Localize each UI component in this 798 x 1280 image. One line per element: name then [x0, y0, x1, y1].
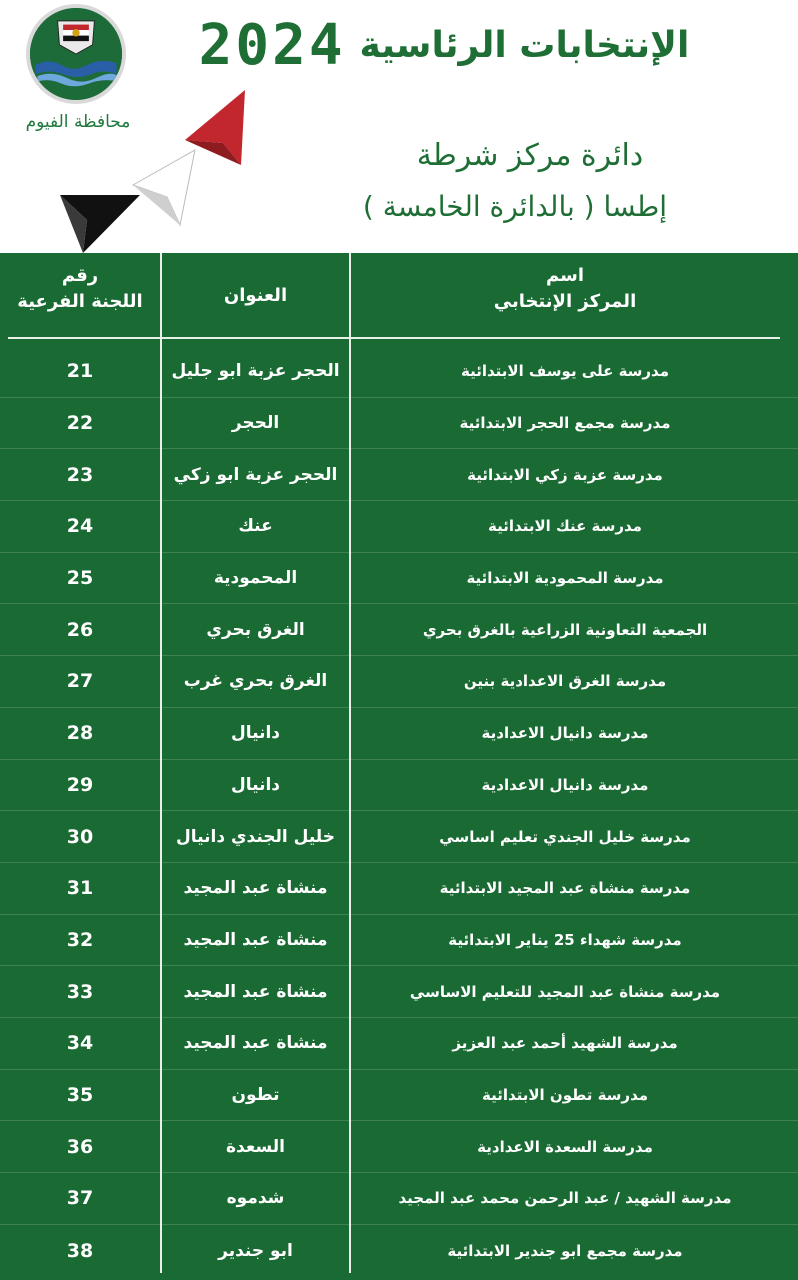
- center-name: مدرسة الشهيد أحمد عبد العزيز: [452, 1034, 678, 1053]
- center-name: مدرسة منشاة عبد المجيد الابتدائية: [439, 879, 691, 898]
- table-row: [0, 1121, 798, 1173]
- header-committee-number-line2: اللجنة الفرعية: [17, 291, 143, 313]
- header-address: العنوان: [223, 285, 288, 306]
- table-row: [0, 501, 798, 553]
- committee-number: 25: [66, 567, 94, 590]
- header-center-name-line2: المركز الإنتخابي: [493, 291, 637, 313]
- committee-number: 34: [66, 1032, 94, 1055]
- committee-number: 28: [66, 722, 94, 745]
- committee-number: 24: [66, 515, 94, 538]
- table-row: [0, 1173, 798, 1225]
- address: الغرق بحري: [206, 619, 305, 640]
- committee-number: 35: [66, 1083, 94, 1106]
- center-name: مدرسة خليل الجندي تعليم اساسي: [439, 827, 691, 846]
- table-row: [0, 346, 798, 398]
- flag-arrows-icon: [55, 85, 255, 255]
- header-divider: [8, 337, 780, 339]
- address: الحجر عزبة ابو جليل: [171, 361, 340, 382]
- address: خليل الجندي دانيال: [176, 826, 335, 847]
- address: دانيال: [231, 723, 281, 744]
- committee-number: 32: [66, 928, 94, 951]
- address: السعدة: [226, 1136, 285, 1157]
- address: الغرق بحري غرب: [183, 671, 328, 692]
- main-title: [184, 14, 704, 76]
- committee-number: 38: [66, 1239, 94, 1262]
- address: منشاة عبد المجيد: [183, 878, 328, 899]
- center-name: مدرسة الغرق الاعدادية بنين: [463, 672, 667, 691]
- center-name: مدرسة السعدة الاعدادية: [477, 1137, 653, 1156]
- committee-number: 21: [66, 360, 94, 383]
- center-name: مدرسة مجمع ابو جندير الابتدائية: [447, 1241, 683, 1260]
- table-row: [0, 966, 798, 1018]
- committee-number: 22: [66, 412, 94, 435]
- committee-number: 37: [66, 1187, 94, 1210]
- district-line-1: دائرة مركز شرطة: [416, 138, 644, 173]
- table-row: [0, 760, 798, 812]
- address: المحمودية: [213, 568, 298, 589]
- address: عنك: [238, 516, 273, 537]
- center-name: مدرسة الشهيد / عبد الرحمن محمد عبد المجيد: [398, 1189, 732, 1208]
- table-row: [0, 553, 798, 605]
- election-title: الإنتخابات الرئاسية: [359, 24, 690, 66]
- address: شدموه: [226, 1188, 285, 1209]
- table-row: [0, 1070, 798, 1122]
- header-committee-number-line1: رقم: [61, 265, 99, 286]
- table-row: [0, 811, 798, 863]
- table-row: [0, 1225, 798, 1277]
- governorate-name: محافظة الفيوم: [25, 112, 131, 132]
- center-name: الجمعية التعاونية الزراعية بالغرق بحري: [422, 620, 708, 639]
- center-name: مدرسة دانيال الاعدادية: [481, 724, 649, 743]
- address: منشاة عبد المجيد: [183, 929, 328, 950]
- header-committee-number: [0, 263, 160, 315]
- table-row: [0, 604, 798, 656]
- address: تطون: [231, 1084, 280, 1105]
- table-row: [0, 1018, 798, 1070]
- table-row: [0, 863, 798, 915]
- committee-number: 27: [66, 670, 94, 693]
- committee-number: 31: [66, 877, 94, 900]
- center-name: مدرسة مجمع الحجر الابتدائية: [459, 414, 671, 433]
- committee-number: 23: [66, 463, 94, 486]
- election-year: 2024: [198, 12, 346, 78]
- address: الحجر عزبة ابو زكي: [173, 464, 338, 485]
- header-center-name: [350, 263, 780, 315]
- address: منشاة عبد المجيد: [183, 1033, 328, 1054]
- committee-number: 29: [66, 773, 94, 796]
- center-name: مدرسة تطون الابتدائية: [481, 1085, 649, 1104]
- center-name: مدرسة دانيال الاعدادية: [481, 775, 649, 794]
- center-name: مدرسة المحمودية الابتدائية: [466, 569, 664, 588]
- address: منشاة عبد المجيد: [183, 981, 328, 1002]
- committee-number: 36: [66, 1135, 94, 1158]
- center-name: مدرسة منشاة عبد المجيد للتعليم الاساسي: [409, 982, 721, 1001]
- table-body: [0, 346, 798, 1276]
- center-name: مدرسة عزبة زكي الابتدائية: [467, 465, 663, 484]
- committee-number: 33: [66, 980, 94, 1003]
- center-name: مدرسة على يوسف الابتدائية: [460, 362, 670, 381]
- address: دانيال: [231, 774, 281, 795]
- committee-number: 26: [66, 618, 94, 641]
- table-row: [0, 708, 798, 760]
- district-line-2: إطسا ( بالدائرة الخامسة ): [362, 190, 668, 223]
- header: [0, 0, 798, 253]
- center-name: مدرسة شهداء 25 يناير الابتدائية: [448, 930, 682, 949]
- polling-table: [0, 253, 798, 1280]
- table-row: [0, 449, 798, 501]
- header-center-name-line1: اسم: [546, 265, 584, 286]
- center-name: مدرسة عنك الابتدائية: [488, 517, 642, 536]
- address: الحجر: [231, 413, 280, 434]
- table-row: [0, 915, 798, 967]
- address: ابو جندير: [218, 1240, 293, 1261]
- table-row: [0, 656, 798, 708]
- committee-number: 30: [66, 825, 94, 848]
- table-row: [0, 398, 798, 450]
